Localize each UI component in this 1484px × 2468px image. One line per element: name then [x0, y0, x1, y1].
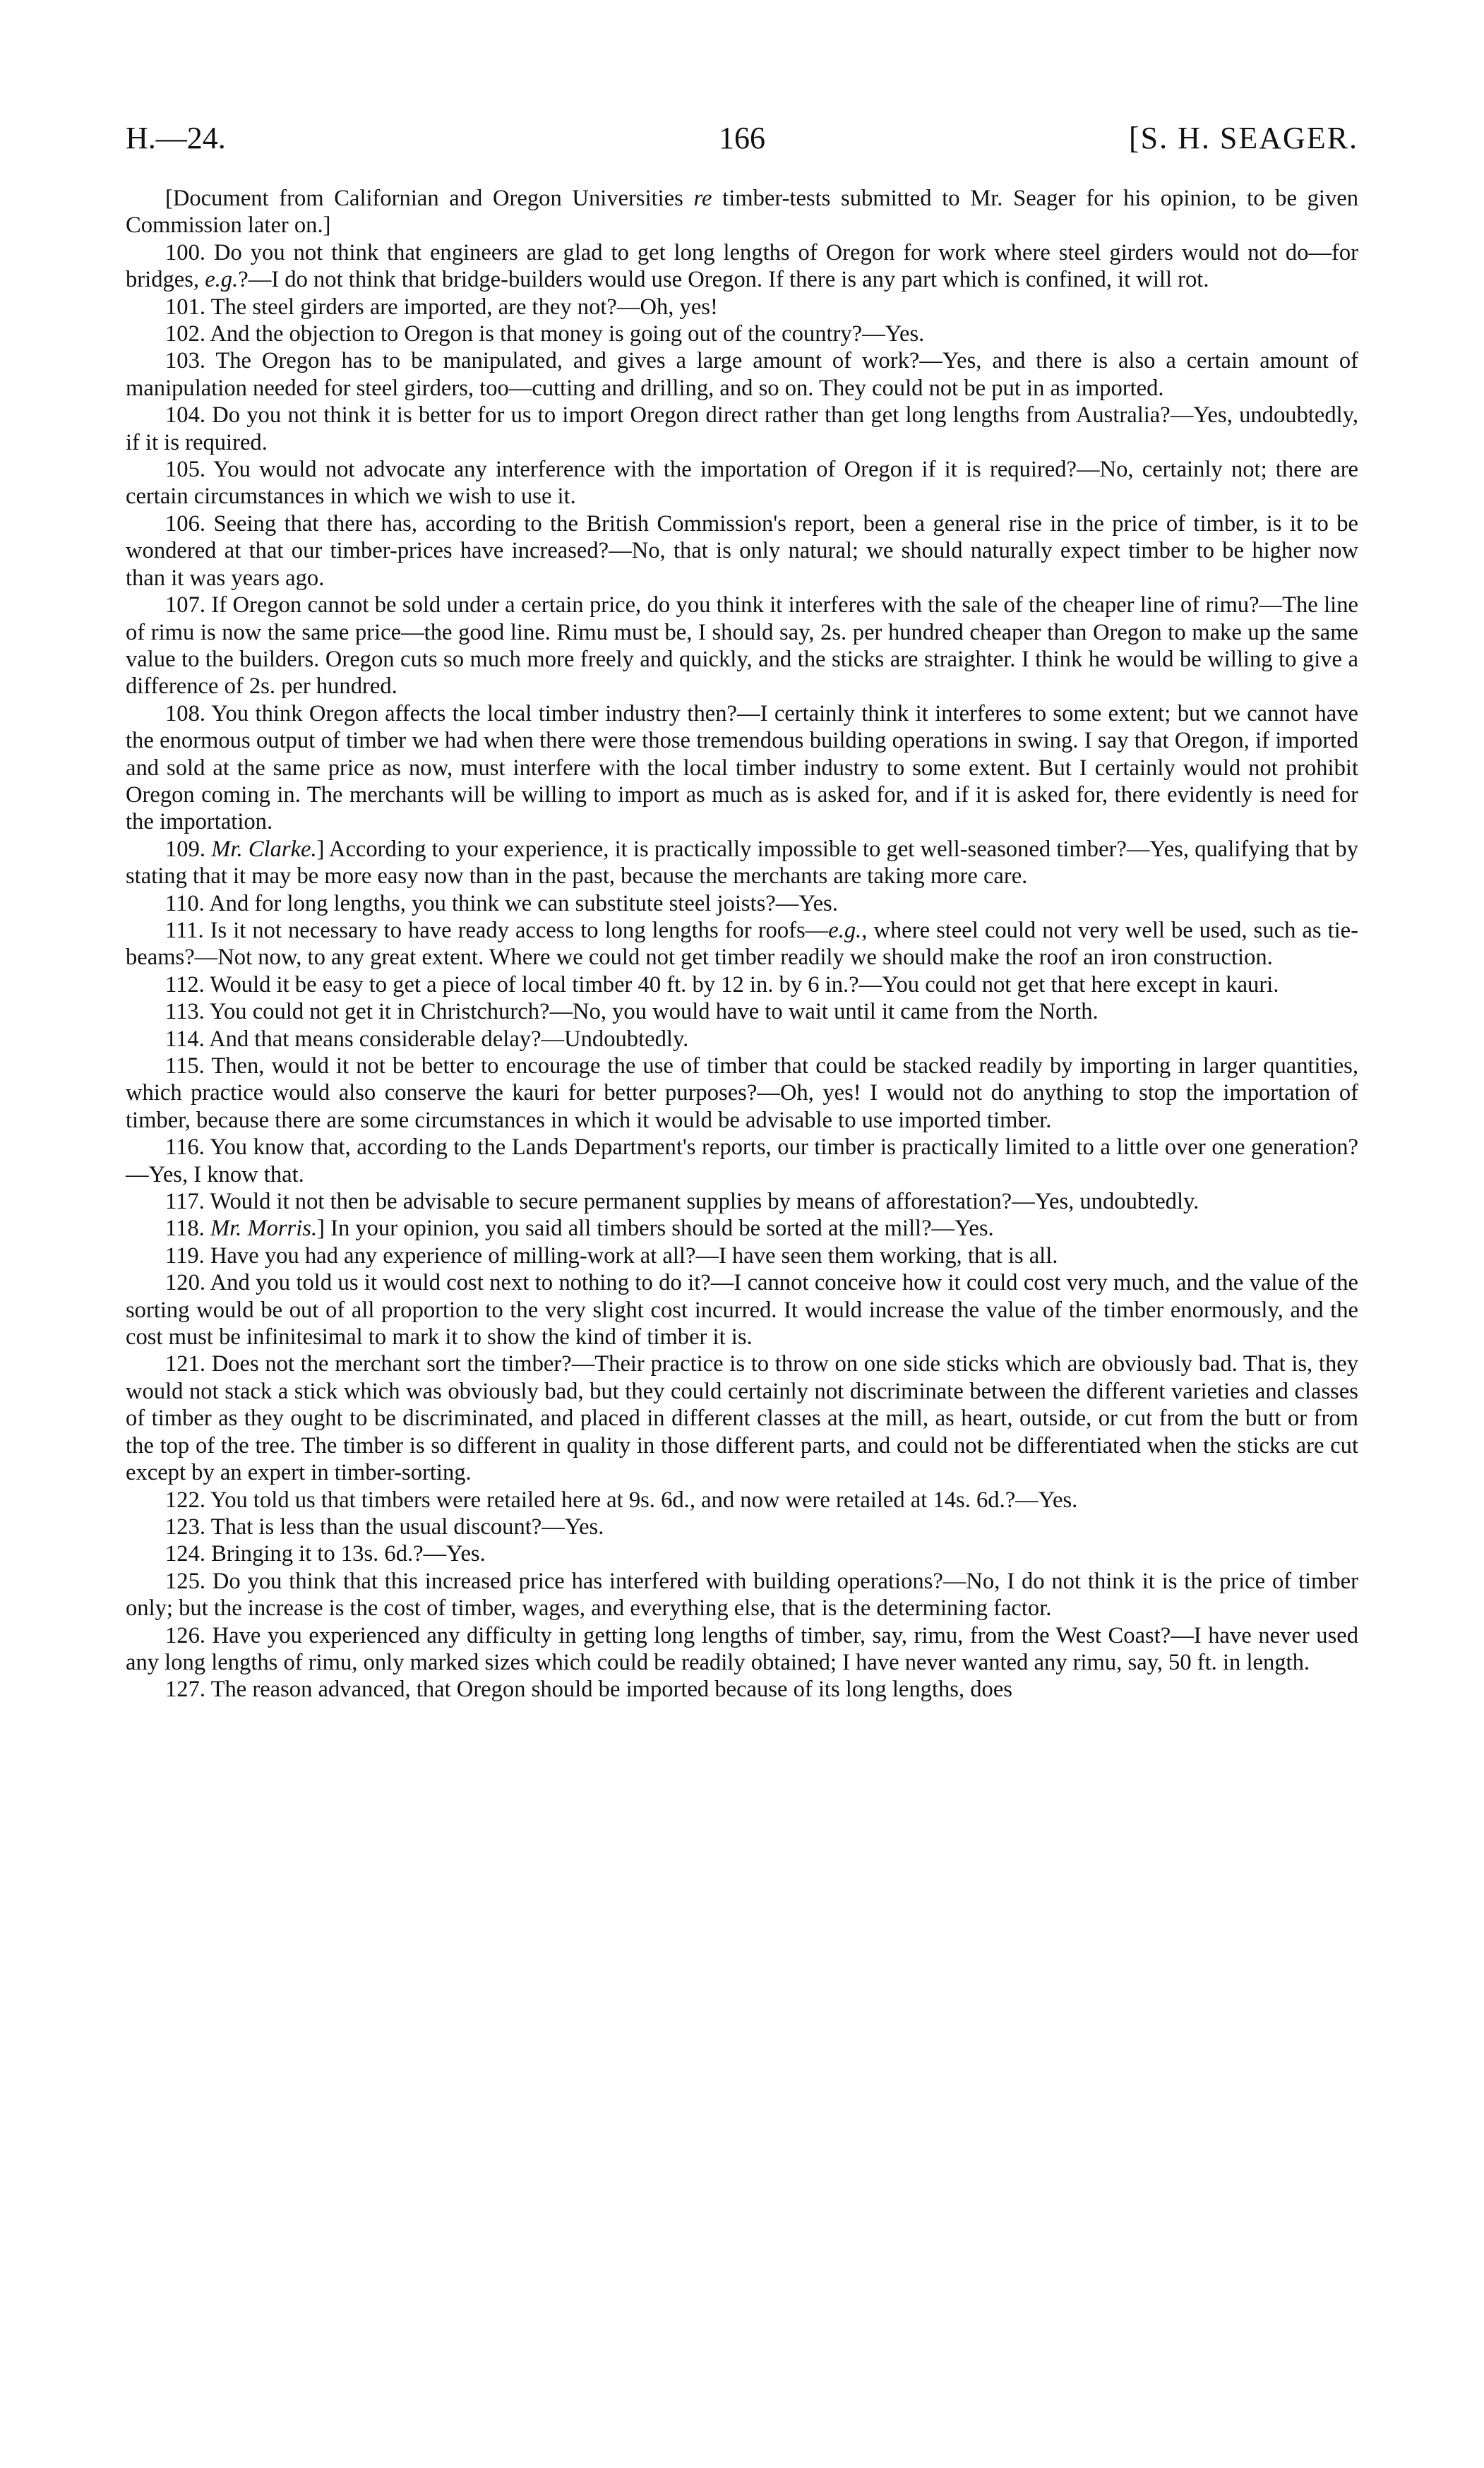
question-answer-paragraph: 121. Does not the merchant sort the timber?—Their practice is to throw on one side sticks which are obviously bad. That is, they would not stack a stick which was obviously bad, but they could certainly not discriminate between the different varieties and classes of timber as they ought to be discriminated, and placed in different classes at the mill, as heart, outside, or cut from the butt or from the top of the tree. The timber is so different in quality in those different parts, and could not be differentiated when the sticks are cut except by an expert in timber-sorting.: [126, 1351, 1358, 1486]
question-answer-paragraph: 117. Would it not then be advisable to secure permanent supplies by means of afforestation?—Yes, undoubtedly.: [165, 1189, 1199, 1215]
question-answer-paragraph: 123. That is less than the usual discount?—Yes.: [165, 1514, 604, 1540]
question-answer-paragraph: 107. If Oregon cannot be sold under a certain price, do you think it interferes with the sale of the cheaper line of rimu?—The line of rimu is now the same price—the good line. Rimu must be, I should say, 2s. per hundred cheaper than Oregon to make up the same value to the builders. Oregon cuts so much more freely and quickly, and the sticks are straighter. I think he would be willing to give a difference of 2s. per hundred.: [126, 592, 1358, 700]
question-answer-paragraph: 127. The reason advanced, that Oregon should be imported because of its long lengths, does: [165, 1677, 1012, 1703]
report-reference: H.—24.: [126, 121, 226, 155]
question-answer-paragraph: 100. Do you not think that engineers are glad to get long lengths of Oregon for work where steel girders would not do—for bridges, e.g.?—I do not think that bridge-builders would use Oregon. If there is any part which is confined, it will rot.: [126, 239, 1358, 293]
question-answer-paragraph: 113. You could not get it in Christchurch?—No, you would have to wait until it came from the North.: [165, 999, 1099, 1025]
question-answer-paragraph: 114. And that means considerable delay?—Undoubtedly.: [165, 1026, 689, 1052]
question-answer-paragraph: 115. Then, would it not be better to encourage the use of timber that could be stacked readily by importing in larger quantities, which practice would also conserve the kauri for better purposes?—Oh, yes! I would not do anything to stop the importation of timber, because there are some circumstances in which it would be advisable to use imported timber.: [126, 1053, 1358, 1133]
question-answer-paragraph: 111. Is it not necessary to have ready access to long lengths for roofs—e.g., where steel could not very well be used, such as tie-beams?—Not now, to any great extent. Where we could not get timber readily we should make the roof an iron construction.: [126, 917, 1358, 971]
question-answer-paragraph: 116. You know that, according to the Lands Department's reports, our timber is practically limited to a little over one generation?—Yes, I know that.: [126, 1134, 1358, 1187]
question-answer-paragraph: 109. Mr. Clarke.] According to your experience, it is practically impossible to get well-seasoned timber?—Yes, qualifying that by stating that it may be more easy now than in the past, because the merchants are taking more care.: [126, 836, 1358, 889]
testimony-body: [126, 185, 1358, 1703]
question-answer-paragraph: 106. Seeing that there has, according to the British Commission's report, been a general rise in the price of timber, is it to be wondered at that our timber-prices have increased?—No, that is only natural; we should naturally expect timber to be higher now than it was years ago.: [126, 510, 1358, 591]
witness-name: [S. H. SEAGER.: [1128, 121, 1358, 155]
question-answer-paragraph: 103. The Oregon has to be manipulated, and gives a large amount of work?—Yes, and there is also a certain amount of manipulation needed for steel girders, too—cutting and drilling, and so on. They could not be put in as imported.: [126, 348, 1358, 401]
question-answer-paragraph: 122. You told us that timbers were retailed here at 9s. 6d., and now were retailed at 14s. 6d.?—Yes.: [165, 1487, 1078, 1513]
question-answer-paragraph: 104. Do you not think it is better for us to import Oregon direct rather than get long lengths from Australia?—Yes, undoubtedly, if it is required.: [126, 402, 1358, 455]
question-answer-paragraph: 118. Mr. Morris.] In your opinion, you said all timbers should be sorted at the mill?—Yes.: [165, 1216, 994, 1242]
question-answer-paragraph: 102. And the objection to Oregon is that money is going out of the country?—Yes.: [165, 321, 925, 347]
page-number: 166: [719, 121, 765, 155]
page-header: [126, 120, 1358, 162]
question-answer-paragraph: 112. Would it be easy to get a piece of local timber 40 ft. by 12 in. by 6 in.?—You could not get that here except in kauri.: [165, 971, 1279, 998]
question-answer-paragraph: 126. Have you experienced any difficulty in getting long lengths of timber, say, rimu, from the West Coast?—I have never used any long lengths of rimu, only marked sizes which could be readily obtained; I have never wanted any rimu, say, 50 ft. in length.: [126, 1622, 1358, 1675]
question-answer-paragraph: 119. Have you had any experience of milling-work at all?—I have seen them working, that is all.: [165, 1242, 1058, 1269]
question-answer-paragraph: 120. And you told us it would cost next to nothing to do it?—I cannot conceive how it could cost very much, and the value of the sorting would be out of all proportion to the very slight cost incurred. It would increase the value of the timber enormously, and the cost must be infinitesimal to mark it to show the kind of timber it is.: [126, 1270, 1358, 1350]
question-answer-paragraph: 108. You think Oregon affects the local timber industry then?—I certainly think it interferes to some extent; but we cannot have the enormous output of timber we had when there were those tremendous building operations in swing. I say that Oregon, if imported and sold at the same price as now, must interfere with the local timber industry to some extent. But I certainly would not prohibit Oregon coming in. The merchants will be willing to import as much as is asked for, and if it is asked for, there evidently is need for the importation.: [126, 700, 1358, 835]
question-answer-paragraph: 124. Bringing it to 13s. 6d.?—Yes.: [165, 1541, 486, 1567]
question-answer-paragraph: 101. The steel girders are imported, are they not?—Oh, yes!: [165, 294, 718, 320]
question-answer-paragraph: 105. You would not advocate any interference with the importation of Oregon if it is required?—No, certainly not; there are certain circumstances in which we wish to use it.: [126, 457, 1358, 510]
question-answer-paragraph: 125. Do you think that this increased price has interfered with building operations?—No, I do not think it is the price of timber only; but the increase is the cost of timber, wages, and everything else, that is the determining factor.: [126, 1568, 1358, 1622]
question-answer-paragraph: 110. And for long lengths, you think we can substitute steel joists?—Yes.: [165, 890, 838, 916]
document-note: [Document from Californian and Oregon Universities re timber-tests submitted to Mr. Seager for his opinion, to be given Commission later on.]: [126, 186, 1358, 239]
